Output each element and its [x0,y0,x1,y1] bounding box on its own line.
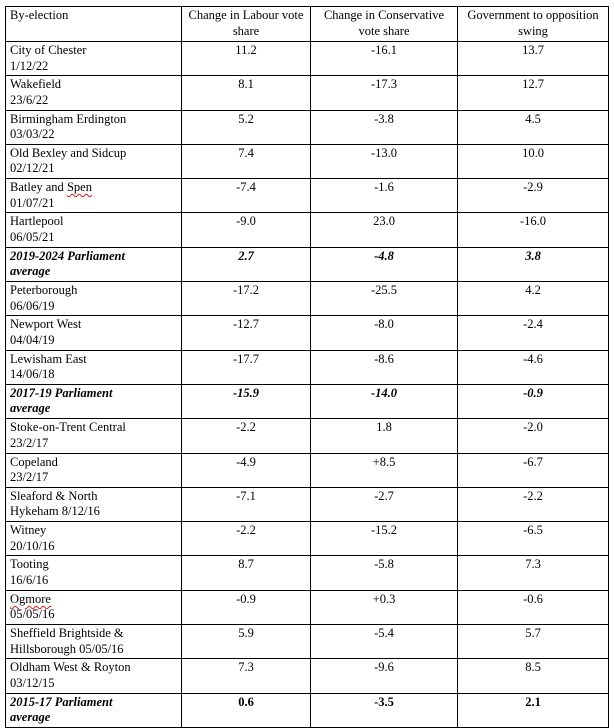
by-election-date: 02/12/21 [10,161,55,176]
swing-cell: 13.7 [458,42,609,76]
by-election-name-cell [6,213,182,247]
by-election-name: 2015-17 Parliament [10,694,113,709]
table-row [6,282,609,316]
by-election-name: Ogmore [10,591,51,606]
by-election-name: Sheffield Brightside & [10,626,124,641]
conservative-change-cell: -14.0 [311,384,458,418]
by-election-date: 23/2/17 [10,470,49,485]
swing-cell: -6.5 [458,522,609,556]
by-election-table [5,6,609,728]
by-election-date: 23/2/17 [10,435,49,450]
swing-cell: 7.3 [458,556,609,590]
header-by-election: By-election [6,7,182,42]
parliament-average-row [6,693,609,727]
by-election-name: 2019-2024 Parliament [10,248,125,263]
swing-cell: -4.6 [458,350,609,384]
table-row [6,419,609,453]
by-election-name-cell [6,487,182,521]
table-row [6,213,609,247]
conservative-change-cell: -8.6 [311,350,458,384]
swing-cell: 10.0 [458,144,609,178]
labour-change-cell: 5.9 [182,625,311,659]
swing-cell: -0.6 [458,590,609,624]
by-election-name: Witney [10,523,47,538]
by-election-name-cell [6,144,182,178]
labour-change-cell: -9.0 [182,213,311,247]
conservative-change-cell: 1.8 [311,419,458,453]
header-conservative-change: Change in Conservative vote share [311,7,458,42]
conservative-change-cell: -15.2 [311,522,458,556]
table-row [6,625,609,659]
swing-cell: 12.7 [458,76,609,110]
by-election-name-cell [6,453,182,487]
labour-change-cell: -2.2 [182,419,311,453]
labour-change-cell: 0.6 [182,693,311,727]
conservative-change-cell: 23.0 [311,213,458,247]
by-election-date: 04/04/19 [10,332,55,347]
by-election-date: average [10,264,51,279]
table-row [6,453,609,487]
swing-cell: -16.0 [458,213,609,247]
by-election-name-cell [6,179,182,213]
swing-cell: 8.5 [458,659,609,693]
conservative-change-cell: -13.0 [311,144,458,178]
labour-change-cell: 2.7 [182,247,311,281]
swing-cell: -6.7 [458,453,609,487]
labour-change-cell: 7.3 [182,659,311,693]
by-election-name-cell [6,384,182,418]
by-election-name-cell [6,350,182,384]
conservative-change-cell: -3.8 [311,110,458,144]
swing-cell: 4.2 [458,282,609,316]
by-election-name: Wakefield [10,77,62,92]
by-election-name-cell [6,590,182,624]
by-election-name-cell [6,556,182,590]
swing-cell: 4.5 [458,110,609,144]
by-election-date: 06/05/21 [10,229,55,244]
conservative-change-cell: +8.5 [311,453,458,487]
by-election-name: Copeland [10,454,58,469]
by-election-date: Hykeham 8/12/16 [10,504,100,519]
by-election-date: average [10,710,51,725]
table-header-row [6,7,609,42]
conservative-change-cell: -5.8 [311,556,458,590]
by-election-name: Stoke-on-Trent Central [10,420,126,435]
swing-cell: -2.2 [458,487,609,521]
by-election-date: 01/07/21 [10,195,55,210]
conservative-change-cell: -5.4 [311,625,458,659]
swing-cell: -0.9 [458,384,609,418]
swing-cell: 2.1 [458,693,609,727]
by-election-date: 03/12/15 [10,675,55,690]
by-election-name: Sleaford & North [10,488,98,503]
labour-change-cell: -0.9 [182,590,311,624]
by-election-name: Birmingham Erdington [10,111,127,126]
by-election-name-cell [6,110,182,144]
conservative-change-cell: -9.6 [311,659,458,693]
table-row [6,590,609,624]
table-row [6,42,609,76]
by-election-name: Newport West [10,317,82,332]
by-election-name-cell [6,522,182,556]
by-election-date: 03/03/22 [10,127,55,142]
by-election-name-cell [6,659,182,693]
by-election-name-cell [6,42,182,76]
by-election-table-container [5,6,609,728]
conservative-change-cell: -17.3 [311,76,458,110]
by-election-name: 2017-19 Parliament [10,385,113,400]
swing-cell: 3.8 [458,247,609,281]
by-election-name: Old Bexley and Sidcup [10,145,127,160]
conservative-change-cell: -8.0 [311,316,458,350]
conservative-change-cell: -3.5 [311,693,458,727]
by-election-date: 1/12/22 [10,58,49,73]
labour-change-cell: -12.7 [182,316,311,350]
labour-change-cell: -7.1 [182,487,311,521]
labour-change-cell: -17.2 [182,282,311,316]
labour-change-cell: 7.4 [182,144,311,178]
table-row [6,110,609,144]
labour-change-cell: 8.7 [182,556,311,590]
by-election-date: average [10,401,51,416]
conservative-change-cell: -25.5 [311,282,458,316]
conservative-change-cell: -16.1 [311,42,458,76]
by-election-name-cell [6,419,182,453]
header-labour-change: Change in Labour vote share [182,7,311,42]
by-election-date: 14/06/18 [10,367,55,382]
by-election-name: Oldham West & Royton [10,660,131,675]
parliament-average-row [6,247,609,281]
by-election-date: 06/06/19 [10,298,55,313]
table-row [6,659,609,693]
by-election-name-cell [6,282,182,316]
by-election-name: Tooting [10,557,49,572]
by-election-name: Hartlepool [10,214,64,229]
by-election-name-cell [6,693,182,727]
by-election-name: Peterborough [10,283,78,298]
conservative-change-cell: -4.8 [311,247,458,281]
swing-cell: -2.9 [458,179,609,213]
table-row [6,350,609,384]
labour-change-cell: -7.4 [182,179,311,213]
by-election-name: Batley and Spen [10,180,92,195]
by-election-name: City of Chester [10,43,87,57]
labour-change-cell: 8.1 [182,76,311,110]
by-election-date: 20/10/16 [10,538,55,553]
by-election-name-cell [6,247,182,281]
header-swing: Government to opposition swing [458,7,609,42]
swing-cell: -2.0 [458,419,609,453]
by-election-date: 23/6/22 [10,92,49,107]
parliament-average-row [6,384,609,418]
table-row [6,556,609,590]
table-row [6,179,609,213]
by-election-date: 05/05/16 [10,607,55,622]
by-election-name-cell [6,316,182,350]
swing-cell: -2.4 [458,316,609,350]
labour-change-cell: -15.9 [182,384,311,418]
swing-cell: 5.7 [458,625,609,659]
by-election-name-cell [6,76,182,110]
conservative-change-cell: +0.3 [311,590,458,624]
table-row [6,144,609,178]
conservative-change-cell: -2.7 [311,487,458,521]
labour-change-cell: 11.2 [182,42,311,76]
conservative-change-cell: -1.6 [311,179,458,213]
table-row [6,522,609,556]
labour-change-cell: -2.2 [182,522,311,556]
by-election-name: Lewisham East [10,351,87,366]
labour-change-cell: -4.9 [182,453,311,487]
labour-change-cell: 5.2 [182,110,311,144]
by-election-name-cell [6,625,182,659]
table-row [6,316,609,350]
by-election-date: Hillsborough 05/05/16 [10,641,124,656]
by-election-date: 16/6/16 [10,572,49,587]
table-row [6,487,609,521]
table-row [6,76,609,110]
labour-change-cell: -17.7 [182,350,311,384]
